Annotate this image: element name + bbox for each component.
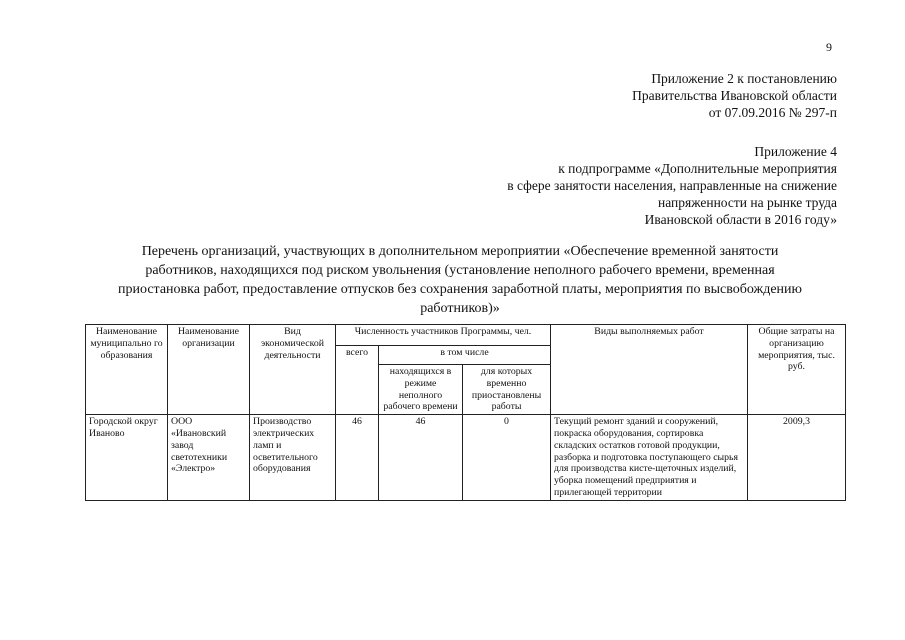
cell-total: 46 (336, 415, 379, 501)
appendix-header-line: Правительства Ивановской области (632, 88, 837, 103)
header-participants: Численность участников Программы, чел. (336, 325, 551, 346)
cell-activity: Производство электрических ламп и осветительного оборудования (250, 415, 336, 501)
title-line: Перечень организаций, участвующих в дополнительном мероприятии «Обеспечение временной занятости (141, 244, 779, 259)
appendix-header (632, 70, 837, 121)
header-organization: Наименование организации (168, 325, 250, 415)
title-line: работников, находящихся под риском увольнения (установление неполного рабочего времени, временная (145, 263, 775, 278)
appendix-sub-line: Приложение 4 (754, 144, 837, 159)
title-line: работников)» (420, 301, 500, 316)
header-activity: Вид экономической деятельности (250, 325, 336, 415)
cell-municipality: Городской округ Иваново (86, 415, 168, 501)
header-part-time: находящихся в режиме неполного рабочего времени (379, 365, 463, 415)
cell-organization: ООО «Ивановский завод светотехники «Электро» (168, 415, 250, 501)
document-title (80, 242, 840, 318)
cell-part-time: 46 (379, 415, 463, 501)
header-municipality: Наименование муниципально го образования (86, 325, 168, 415)
header-work-types: Виды выполняемых работ (551, 325, 748, 415)
table-header-row (86, 325, 846, 346)
appendix-sub-line: в сфере занятости населения, направленные на снижение (507, 178, 837, 193)
cell-suspended: 0 (463, 415, 551, 501)
appendix-header-line: от 07.09.2016 № 297-п (708, 105, 837, 120)
appendix-subprogram (507, 143, 837, 228)
appendix-sub-line: Ивановской области в 2016 году» (644, 212, 837, 227)
page-number: 9 (826, 40, 832, 54)
header-suspended: для которых временно приостановлены работы (463, 365, 551, 415)
header-total: всего (336, 346, 379, 415)
appendix-header-line: Приложение 2 к постановлению (651, 71, 837, 86)
cell-costs: 2009,3 (748, 415, 846, 501)
header-costs: Общие затраты на организацию мероприятия, тыс. руб. (748, 325, 846, 415)
table-row (86, 415, 846, 501)
appendix-sub-line: к подпрограмме «Дополнительные мероприятия (558, 161, 837, 176)
organizations-table (85, 324, 846, 501)
header-including: в том числе (379, 346, 551, 365)
title-line: приостановка работ, предоставление отпусков без сохранения заработной платы, мероприятия по высвобождению (118, 282, 802, 297)
appendix-sub-line: напряженности на рынке труда (657, 195, 837, 210)
cell-work-types: Текущий ремонт зданий и сооружений, покраска оборудования, сортировка складских остатков готовой продукции, разборка и подготовка поступающего сырья для производства кисте-щеточных изделий, уборка помещений предприятия и прилегающей территории (551, 415, 748, 501)
